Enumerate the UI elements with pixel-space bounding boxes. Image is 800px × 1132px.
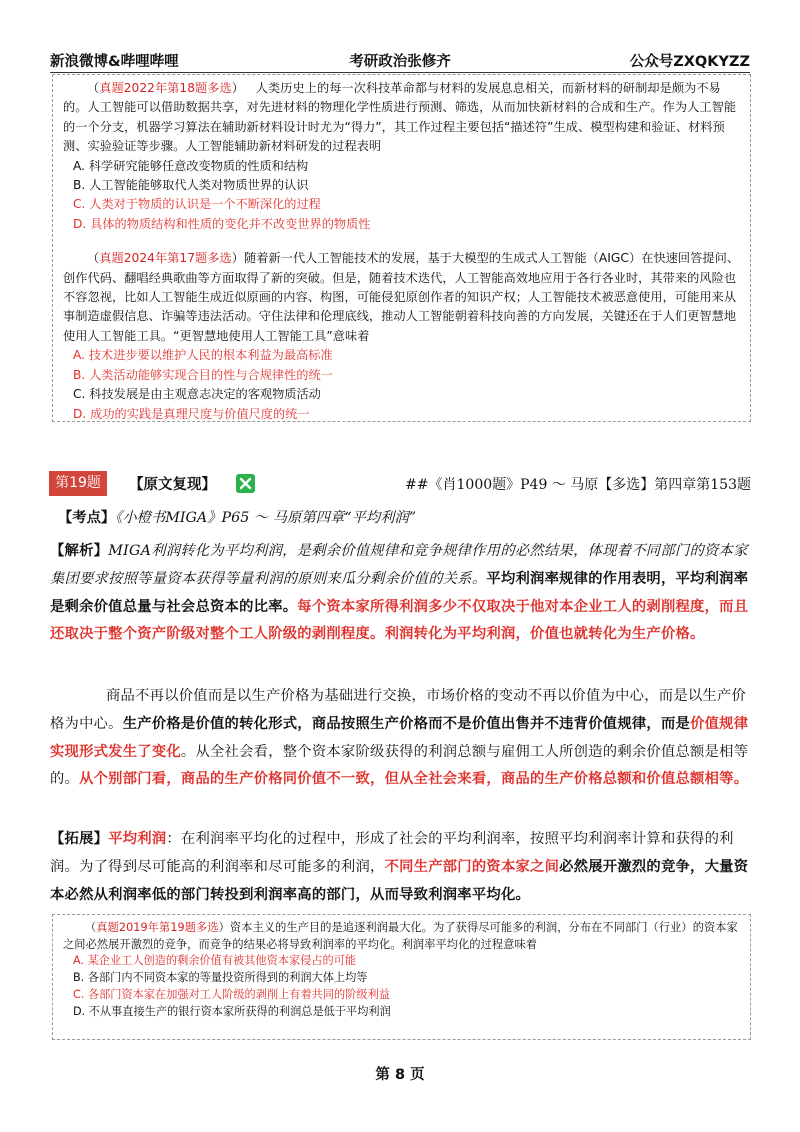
analysis-highlight: 每个资本家所得利润多少不仅取决于他对本企业工人的剥削程度，而且还取决于整个资产阶级对整个工人阶级的剥削程度。利润转化为平均利润，价值也就转化为生产价格。 (50, 598, 749, 643)
analysis-emphasis: 平均利润率规律的作用表明，平均利润率是剩余价值总量与社会总资本的比率。 (50, 570, 749, 615)
question-stem: 随着新一代人工智能技术的发展，基于大模型的生成式人工智能（AIGC）在快速回答提问、创作代码、翻唱经典歌曲等方面取得了新的突破。但是，随着技术迭代，人工智能高效地应用于各行各业时，其带来的风险也不容忽视，比如人工智能生成近似原画的内容、构图，可能侵犯原创作者的知识产权；人工智能技术被恶意使用，可能用来从事制造虚假信息、诈骗等违法活动。守住法律和伦理底线，推动人工智能朝着科技向善的方向发展，关键还在于人们更智慧地使用人工智能工具。“更智慧地使用人工智能工具”意味着 (63, 251, 740, 343)
header-right: 公众号ZXQKYZZ (629, 54, 750, 70)
option-a: A. 技术进步要以维护人民的根本利益为最高标准 (73, 348, 333, 363)
paragraph-highlight: 价值规律实现形式发生了变化 (50, 715, 749, 760)
kaodian-label: 【考点】 (58, 510, 116, 526)
kaodian-text: 《小橙书MIGA》P65 ～ 马原第四章“平均利润” (115, 510, 417, 526)
option-b: B. 各部门内不同资本家的等量投资所得到的利润大体上均等 (73, 971, 368, 985)
option-c: C. 人类对于物质的认识是一个不断深化的过程 (73, 197, 321, 212)
extension-term: 平均利润 (108, 831, 167, 847)
option-c: C. 科技发展是由主观意志决定的客观物质活动 (73, 387, 321, 402)
question-2024-17: （真题2024年第17题多选）随着新一代人工智能技术的发展，基于大模型的生成式人工智能（AIGC）在快速回答提问、创作代码、翻唱经典歌曲等方面取得了新的突破。但是，随着技术迭代，人工智能高效地应用于各行各业时，其带来的风险也不容忽视，比如人工智能生成近似原画的内容、构图，可能侵犯原创作者的知识产权；人工智能技术被恶意使用，可能用来从事制造虚假信息、诈骗等违法活动。守住法律和伦理底线，推动人工智能朝着科技向善的方向发展，关键还在于人们更智慧地使用人工智能工具。“更智慧地使用人工智能工具”意味着 (63, 251, 740, 343)
extension-highlight: 不同生产部门的资本家之间 (384, 858, 560, 875)
question-tag: 真题2022年第18题多选 (99, 81, 232, 95)
paragraph-emphasis: 生产价格是价值的转化形式，商品按照生产价格而不是价值出售并不违背价值规律，而是 (122, 715, 691, 732)
paragraph-text: 。从全社会看，整个资本家阶级获得的利润总额与雇佣工人所创造的剩余价值总额是相等的。 (50, 743, 749, 788)
option-d: D. 不从事直接生产的银行资本家所获得的利润总是低于平均利润 (73, 1004, 391, 1018)
extension-paragraph (50, 826, 750, 909)
analysis-paragraph (50, 538, 750, 649)
header-center: 考研政治张修齐 (349, 54, 451, 70)
analysis-label: 【解析】 (50, 543, 109, 559)
option-c: C. 各部门资本家在加强对工人阶级的剥削上有着共同的阶级利益 (73, 988, 390, 1001)
question-tag: 真题2024年第17题多选 (99, 251, 232, 266)
extension-emphasis: 必然展开激烈的竞争，大量资本必然从利润率低的部门转投到利润率高的部门，从而导致利润率平均化。 (50, 858, 749, 903)
question-stem: 人类历史上的每一次科技革命都与材料的发展息息相关，而新材料的研制却是颇为不易的。人工智能可以借助数据共享，对先进材料的物理化学性质进行预测、筛选，从而加快新材料的合成和生产。作为人工智能的一个分支，机器学习算法在辅助新材料设计时尤为“得力”，其工作过程主要包括“描述符”生成、模型构建和验证、材料预测、实验验证等步骤。人工智能辅助新材料研发的过程表明 (63, 81, 737, 154)
option-a: A. 某企业工人创造的剩余价值有被其他资本家侵占的可能 (73, 954, 357, 968)
question-tag: 真题2019年第19题多选 (96, 921, 219, 934)
question-stem: 资本主义的生产目的是追逐利润最大化。为了获得尽可能多的利润，分布在不同部门（行业）的资本家之间必然展开激烈的竞争，而竞争的结果必将导致利润率的平均化。利润率平均化的过程意味着 (63, 921, 738, 952)
question-number-badge: 第19题 (49, 471, 107, 496)
extension-text: ：在利润率平均化的过程中，形成了社会的平均利润率，按照平均利润率计算和获得的利润。为了得到尽可能高的利润率和尽可能多的利润， (50, 831, 734, 875)
paragraph-highlight: 从个别部门看，商品的生产价格同价值不一致，但从全社会来看，商品的生产价格总额和价值总额相等。 (79, 771, 749, 788)
cross-mark-icon (236, 474, 255, 493)
paragraph-text: 商品不再以价值而是以生产价格为基础进行交换，市场价格的变动不再以价值为中心，而是以生产价格为中心。 (50, 688, 747, 732)
page-number: 第 8 页 (375, 1067, 425, 1083)
question-19-header (49, 471, 751, 497)
question-2019-19: （真题2019年第19题多选）资本主义的生产目的是追逐利润最大化。为了获得尽可能多的利润，分布在不同部门（行业）的资本家之间必然展开激烈的竞争，而竞争的结果必将导致利润率的平均化。利润率平均化的过程意味着 (63, 921, 738, 952)
analysis-text: MIGA利润转化为平均利润，是剩余价值规律和竞争规律作用的必然结果，体现着不同部门的资本家集团要求按照等量资本获得等量利润的原则来瓜分剩余价值的关系。 (50, 543, 748, 587)
extension-label: 【拓展】 (50, 831, 109, 847)
header-left: 新浪微博&哔哩哔哩 (50, 54, 179, 70)
option-a: A. 科学研究能够任意改变物质的性质和结构 (73, 158, 309, 173)
related-question-box (52, 914, 751, 1040)
option-d: D. 具体的物质结构和性质的变化并不改变世界的物质性 (73, 216, 371, 231)
analysis-paragraph-2 (50, 683, 750, 794)
kaodian-line (58, 507, 416, 527)
header-divider (50, 72, 750, 73)
related-questions-box (52, 74, 751, 422)
option-d: D. 成功的实践是真理尺度与价值尺度的统一 (73, 406, 310, 421)
question-2022-18: （真题2022年第18题多选） 人类历史上的每一次科技革命都与材料的发展息息相关，而新材料的研制却是颇为不易的。人工智能可以借助数据共享，对先进材料的物理化学性质进行预测、筛选，从而加快新材料的合成和生产。作为人工智能的一个分支，机器学习算法在辅助新材料设计时尤为“得力”，其工作过程主要包括“描述符”生成、模型构建和验证、材料预测、实验验证等步骤。人工智能辅助新材料研发的过程表明 (63, 81, 737, 154)
source-reference: ##《肖1000题》P49 ～ 马原【多选】第四章第153题 (405, 477, 751, 493)
option-b: B. 人工智能能够取代人类对物质世界的认识 (73, 178, 309, 193)
page-header (50, 50, 750, 72)
section-subtitle: 【原文复现】 (129, 477, 216, 493)
option-b: B. 人类活动能够实现合目的性与合规律性的统一 (73, 367, 333, 382)
